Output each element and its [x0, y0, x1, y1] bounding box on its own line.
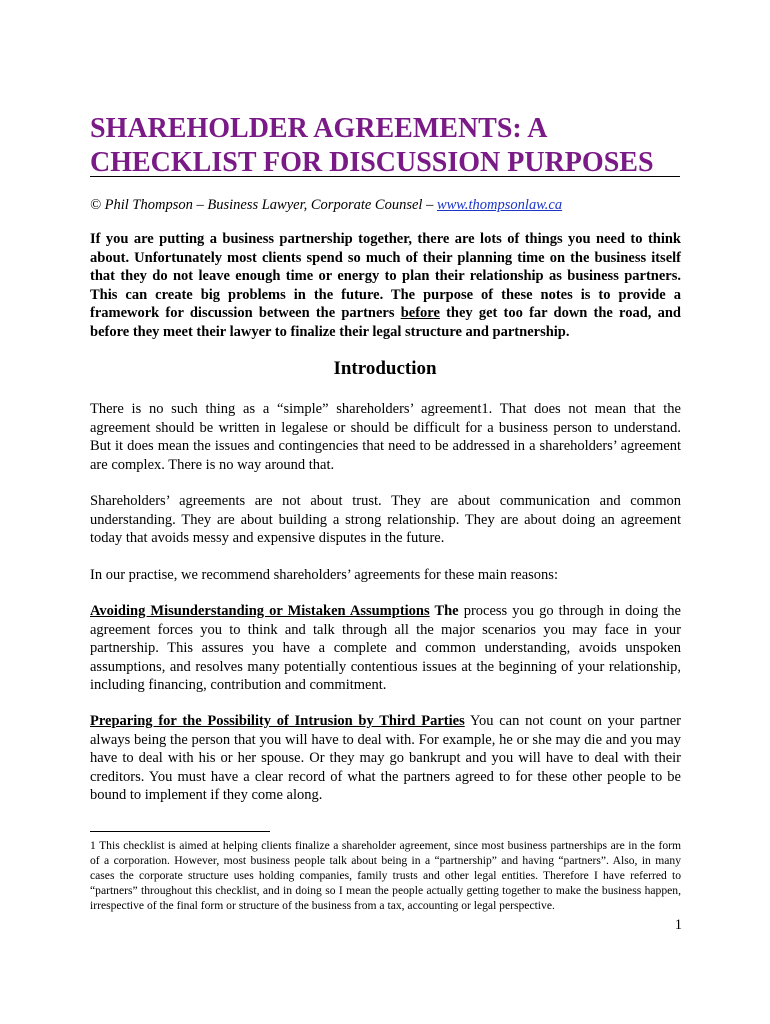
reason-body-misunderstanding: process you go through in doing the agreement forces you to think and talk through all the major scenarios you may face in your partnership. This assures you have a complete and common understanding, avoids unspoken assumptions, and resolves many potentially contentious issues at the beginning of your relationship, including financing, contribution and commitment.	[90, 603, 681, 693]
paragraph-main-reasons: In our practise, we recommend shareholders’ agreements for these main reasons:	[90, 567, 558, 583]
document-title: SHAREHOLDER AGREEMENTS: A CHECKLIST FOR DISCUSSION PURPOSES	[90, 113, 654, 178]
footnote-1: 1 This checklist is aimed at helping clients finalize a shareholder agreement, since most business partnerships are in the form of a corporation. However, most business people talk about being in a “partnership” and having “partners”. Also, in many cases the corporate structure uses holding companies, family trusts and other legal entities. Therefore I have referred to “partners” throughout this checklist, and in doing so I mean the people actually getting together to make the business happen, irrespective of the final form or structure of the business from a tax, accounting or legal perspective.	[90, 839, 681, 912]
reason-lead-word: The	[429, 603, 459, 619]
paragraph-third-parties	[90, 712, 681, 805]
byline-text: © Phil Thompson – Business Lawyer, Corporate Counsel –	[90, 197, 437, 213]
section-heading-introduction: Introduction	[333, 358, 437, 379]
title-underline-rule	[90, 176, 680, 177]
author-byline	[90, 196, 690, 214]
website-link[interactable]: www.thompsonlaw.ca	[436, 197, 563, 213]
intro-text-before: If you are putting a business partnership together, there are lots of things you need to think about. Unfortunately most clients spend so much of their planning time on the business itself that they do not leave enough time or energy to plan their relationship as business partners. This can create big problems in the future. The purpose of these notes is to provide a framework for discussion between the partners	[90, 231, 681, 321]
intro-underlined-word: before	[400, 305, 440, 321]
paragraph-avoiding-misunderstanding	[90, 602, 681, 695]
reason-body-third-parties: You can not count on your partner always being the person that you will have to deal with. For example, he or she may die and you may have to deal with his or her spouse. Or they may go bankrupt and you will have to deal with their creditors. You must have a clear record of what the partners agreed to for these other people to be bound to implement if they come along.	[90, 713, 682, 803]
intro-summary	[90, 230, 681, 341]
paragraph-not-about-trust: Shareholders’ agreements are not about trust. They are about communication and common understanding. They are about building a strong relationship. They are about doing an agreement today that avoids messy and expensive disputes in the future.	[90, 493, 681, 546]
reason-heading-third-parties: Preparing for the Possibility of Intrusion by Third Parties	[90, 713, 465, 729]
paragraph-simple-agreement: There is no such thing as a “simple” shareholders’ agreement1. That does not mean that the agreement should be written in legalese or should be difficult for a business person to understand. But it does mean the issues and contingencies that need to be addressed in a shareholders’ agreement are complex. There is no way around that.	[90, 401, 681, 473]
reason-heading-misunderstanding: Avoiding Misunderstanding or Mistaken Assumptions	[90, 603, 430, 619]
footnote-separator	[90, 831, 270, 832]
page-number: 1	[674, 917, 682, 933]
intro-text-after: they get too far down the road, and before they meet their lawyer to finalize their legal structure and partnership.	[90, 305, 681, 340]
